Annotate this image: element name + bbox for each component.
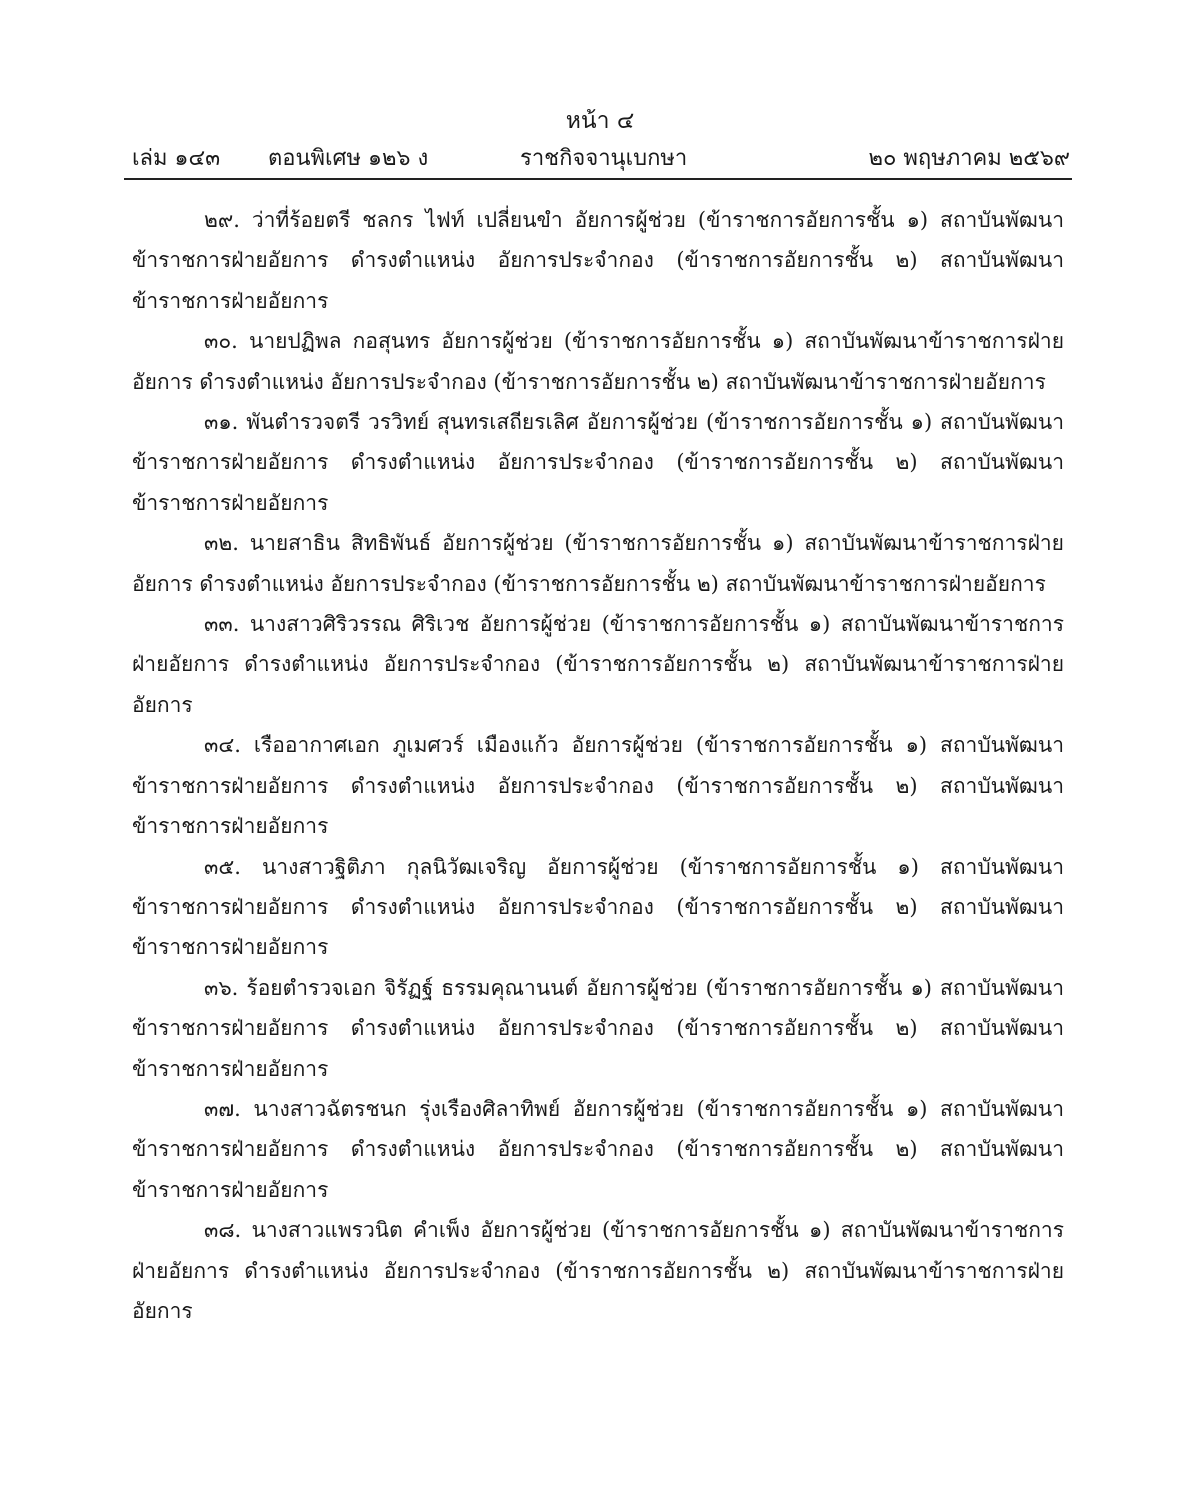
appointment-list (132, 200, 1064, 1331)
appointment-entry: ๓๗. นางสาวฉัตรชนก รุ่งเรืองศิลาทิพย์ อัยการผู้ช่วย (ข้าราชการอัยการชั้น ๑) สถาบันพัฒนาข้าราชการฝ่ายอัยการ ดำรงตำแหน่ง อัยการประจำกอง (ข้าราชการอัยการชั้น ๒) สถาบันพัฒนาข้าราชการฝ่ายอัยการ (132, 1096, 1064, 1202)
issue-label: ตอนพิเศษ ๑๒๖ ง (268, 146, 429, 171)
appointment-entry: ๓๕. นางสาวฐิติภา กุลนิวัฒเจริญ อัยการผู้ช่วย (ข้าราชการอัยการชั้น ๑) สถาบันพัฒนาข้าราชการฝ่ายอัยการ ดำรงตำแหน่ง อัยการประจำกอง (ข้าราชการอัยการชั้น ๒) สถาบันพัฒนาข้าราชการฝ่ายอัยการ (132, 854, 1064, 960)
volume-label: เล่ม ๑๔๓ (132, 146, 221, 171)
appointment-entry: ๓๖. ร้อยตำรวจเอก จิรัฏฐ์ ธรรมคุณานนต์ อัยการผู้ช่วย (ข้าราชการอัยการชั้น ๑) สถาบันพัฒนาข้าราชการฝ่ายอัยการ ดำรงตำแหน่ง อัยการประจำกอง (ข้าราชการอัยการชั้น ๒) สถาบันพัฒนาข้าราชการฝ่ายอัยการ (132, 975, 1064, 1081)
appointment-entry: ๓๒. นายสาธิน สิทธิพันธ์ อัยการผู้ช่วย (ข้าราชการอัยการชั้น ๑) สถาบันพัฒนาข้าราชการฝ่ายอัยการ ดำรงตำแหน่ง อัยการประจำกอง (ข้าราชการอัยการชั้น ๒) สถาบันพัฒนาข้าราชการฝ่ายอัยการ (132, 531, 1064, 596)
appointment-entry: ๓๘. นางสาวแพรวนิต คำเพ็ง อัยการผู้ช่วย (ข้าราชการอัยการชั้น ๑) สถาบันพัฒนาข้าราชการฝ่ายอัยการ ดำรงตำแหน่ง อัยการประจำกอง (ข้าราชการอัยการชั้น ๒) สถาบันพัฒนาข้าราชการฝ่ายอัยการ (132, 1218, 1064, 1323)
appointment-entry: ๓๐. นายปฏิพล กอสุนทร อัยการผู้ช่วย (ข้าราชการอัยการชั้น ๑) สถาบันพัฒนาข้าราชการฝ่ายอัยการ ดำรงตำแหน่ง อัยการประจำกอง (ข้าราชการอัยการชั้น ๒) สถาบันพัฒนาข้าราชการฝ่ายอัยการ (132, 329, 1064, 394)
gazette-header (132, 142, 1070, 176)
header-divider (124, 178, 1072, 180)
publication-title: ราชกิจจานุเบกษา (520, 146, 688, 171)
appointment-entry: ๓๔. เรืออากาศเอก ภูเมศวร์ เมืองแก้ว อัยการผู้ช่วย (ข้าราชการอัยการชั้น ๑) สถาบันพัฒนาข้าราชการฝ่ายอัยการ ดำรงตำแหน่ง อัยการประจำกอง (ข้าราชการอัยการชั้น ๒) สถาบันพัฒนาข้าราชการฝ่ายอัยการ (132, 733, 1064, 839)
page-number: หน้า ๔ (565, 108, 635, 134)
appointment-entry: ๓๑. พันตำรวจตรี วรวิทย์ สุนทรเสถียรเลิศ อัยการผู้ช่วย (ข้าราชการอัยการชั้น ๑) สถาบันพัฒนาข้าราชการฝ่ายอัยการ ดำรงตำแหน่ง อัยการประจำกอง (ข้าราชการอัยการชั้น ๒) สถาบันพัฒนาข้าราชการฝ่ายอัยการ (132, 410, 1064, 515)
publication-date: ๒๐ พฤษภาคม ๒๕๖๙ (868, 146, 1070, 171)
appointment-entry: ๒๙. ว่าที่ร้อยตรี ชลกร ไฟท์ เปลี่ยนขำ อัยการผู้ช่วย (ข้าราชการอัยการชั้น ๑) สถาบันพัฒนาข้าราชการฝ่ายอัยการ ดำรงตำแหน่ง อัยการประจำกอง (ข้าราชการอัยการชั้น ๒) สถาบันพัฒนาข้าราชการฝ่ายอัยการ (132, 208, 1064, 313)
appointment-entry: ๓๓. นางสาวศิริวรรณ ศิริเวช อัยการผู้ช่วย (ข้าราชการอัยการชั้น ๑) สถาบันพัฒนาข้าราชการฝ่ายอัยการ ดำรงตำแหน่ง อัยการประจำกอง (ข้าราชการอัยการชั้น ๒) สถาบันพัฒนาข้าราชการฝ่ายอัยการ (132, 612, 1064, 717)
